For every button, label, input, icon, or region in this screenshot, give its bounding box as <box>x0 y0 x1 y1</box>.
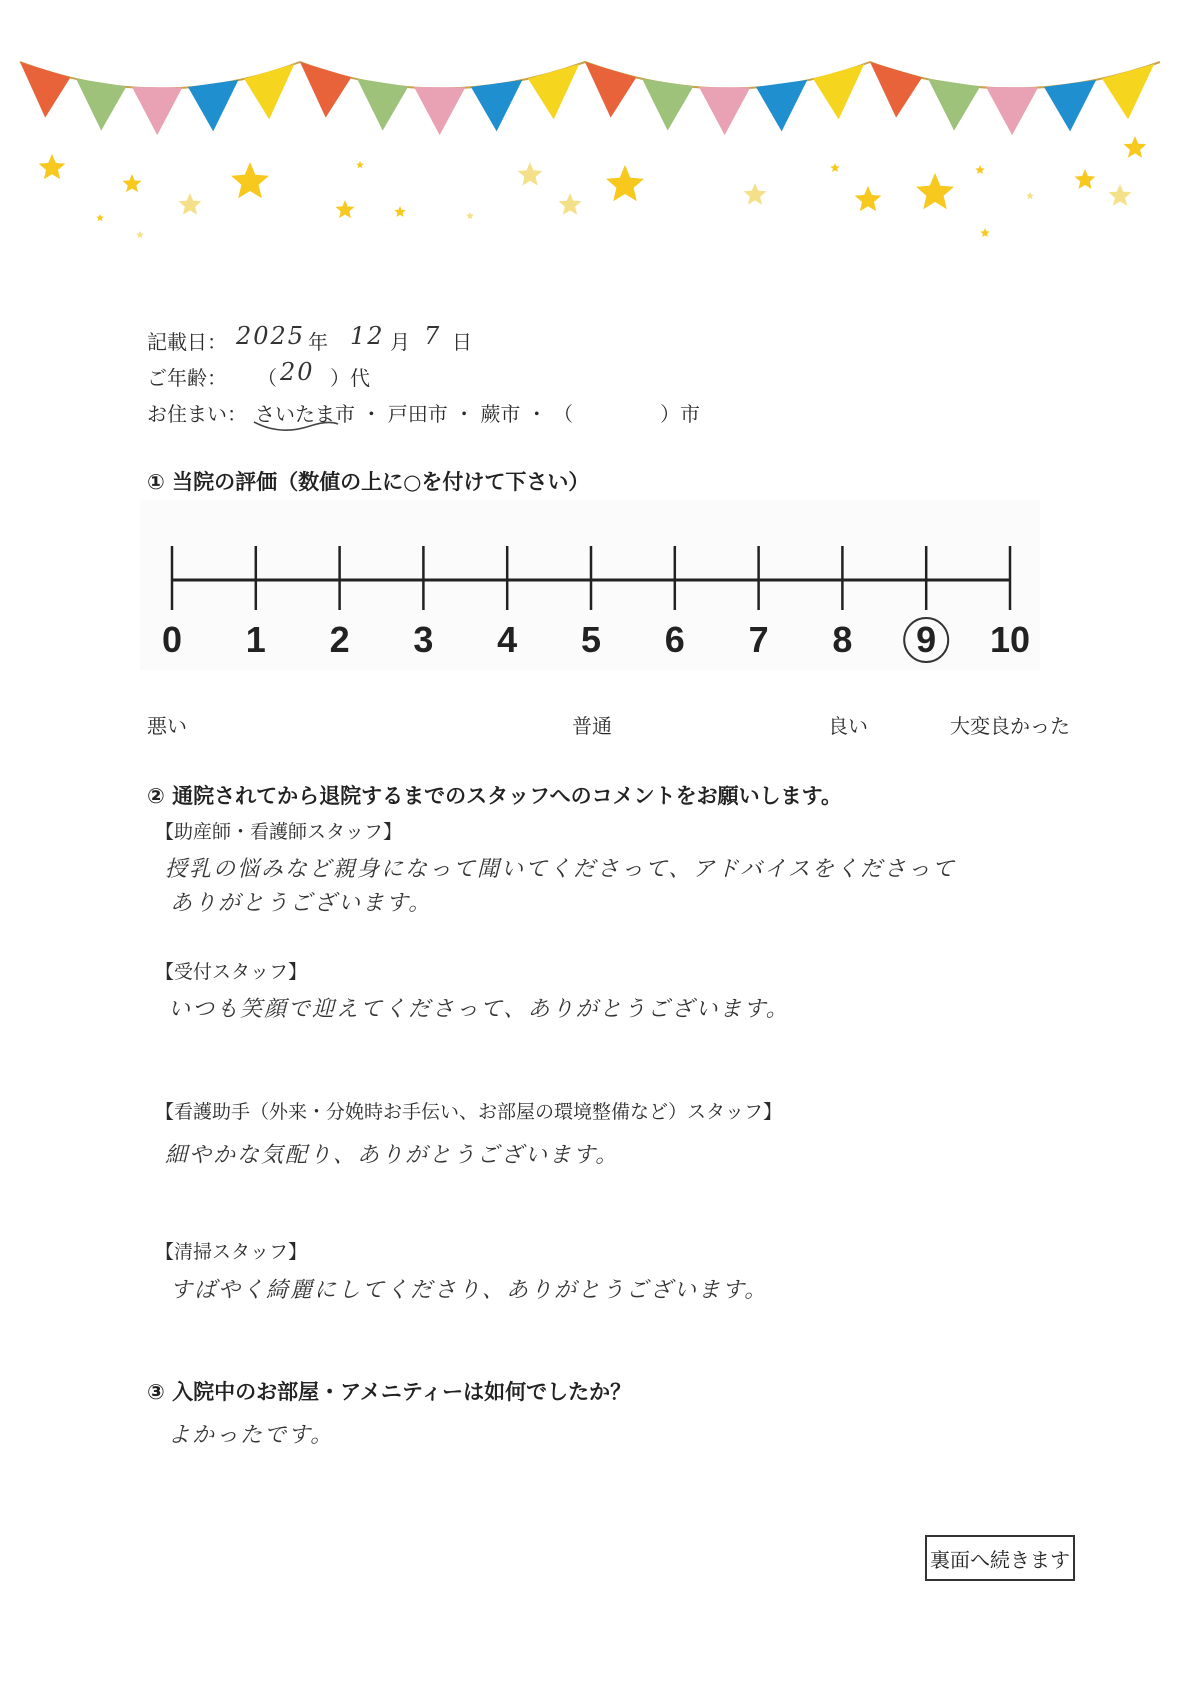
bunting-flag <box>699 87 750 135</box>
scale-number-10[interactable]: 10 <box>989 619 1031 660</box>
star-icon <box>518 162 543 186</box>
bunting-decoration <box>0 0 1191 250</box>
bunting-flag <box>585 62 636 118</box>
rating-scale <box>140 500 1040 670</box>
residence-label: お住まい： <box>147 402 247 426</box>
assistant-staff-label: 【看護助手（外来・分娩時お手伝い、お部屋の環境整備など）スタッフ】 <box>155 1101 783 1123</box>
midwife-comment-line1: 授乳の悩みなど親身になって聞いてくださって、アドバイスをくださって <box>165 857 956 882</box>
bunting-flag <box>870 62 922 118</box>
year-unit: 年 <box>308 330 328 354</box>
bunting-flag <box>928 79 980 131</box>
star-icon <box>96 214 104 221</box>
star-icon <box>975 165 985 174</box>
label-very-good: 大変良かった <box>950 714 1070 738</box>
bunting-flag <box>756 80 807 132</box>
q3-comment: よかったです。 <box>168 1423 335 1448</box>
age-close: ）代 <box>330 366 370 390</box>
star-icon <box>466 212 474 219</box>
residence-options: さいたま市 ・ 戸田市 ・ 蕨市 ・ （ <box>255 402 574 426</box>
reception-staff-label: 【受付スタッフ】 <box>155 961 308 983</box>
label-normal: 普通 <box>572 714 612 738</box>
scale-number-1[interactable]: 1 <box>245 619 266 660</box>
star-icon <box>916 173 954 209</box>
continue-on-back-label: 裏面へ続きます <box>930 1547 1070 1572</box>
cleaning-comment: すばやく綺麗にしてくださり、ありがとうございます。 <box>170 1278 769 1303</box>
bunting-flag <box>471 80 522 132</box>
age-value: 20 <box>280 358 315 386</box>
star-icon <box>394 206 405 217</box>
bunting-flag <box>244 64 294 119</box>
day-unit: 日 <box>452 330 472 354</box>
star-icon <box>1124 136 1147 158</box>
star-icon <box>1075 169 1096 189</box>
bunting-flag <box>986 87 1038 135</box>
star-icon <box>1026 192 1034 199</box>
date-year-value: 2025 <box>236 322 306 350</box>
continue-on-back-box <box>925 1535 1075 1581</box>
label-good: 良い <box>828 714 868 738</box>
midwife-comment-line2: ありがとうございます。 <box>170 891 433 916</box>
month-unit: 月 <box>390 330 410 354</box>
star-icon <box>136 231 144 238</box>
scale-number-0[interactable]: 0 <box>161 619 183 660</box>
q2-title: ② 通院されてから退院するまでのスタッフへのコメントをお願いします。 <box>147 784 842 808</box>
bunting-flag <box>642 79 693 131</box>
date-month-value: 12 <box>350 322 385 350</box>
scale-number-5[interactable]: 5 <box>580 619 602 660</box>
midwife-staff-label: 【助産師・看護師スタッフ】 <box>155 821 403 843</box>
scale-number-9[interactable]: 9 <box>916 619 937 660</box>
bunting-flag <box>132 87 182 135</box>
star-icon <box>123 174 142 192</box>
bunting-flag <box>1044 80 1096 132</box>
scale-number-6[interactable]: 6 <box>664 619 685 660</box>
reception-comment: いつも笑顔で迎えてくださって、ありがとうございます。 <box>168 997 790 1022</box>
age-open-paren: （ <box>257 366 277 390</box>
bunting-flag <box>76 79 126 131</box>
star-icon <box>1109 184 1132 206</box>
age-label: ご年齢： <box>147 366 227 390</box>
bunting-flag <box>188 80 238 132</box>
q1-title: ① 当院の評価（数値の上に○を付けて下さい） <box>147 470 590 494</box>
residence-other-close: ）市 <box>660 402 700 426</box>
bunting-flag <box>357 79 408 131</box>
bunting-flag <box>20 62 70 118</box>
scale-number-3[interactable]: 3 <box>413 619 434 660</box>
star-icon <box>744 183 767 205</box>
bunting-flag <box>414 87 465 135</box>
star-icon <box>855 186 882 211</box>
bunting-flag <box>1102 64 1154 119</box>
star-icon <box>830 163 840 172</box>
scale-number-7[interactable]: 7 <box>748 619 769 660</box>
star-icon <box>231 162 269 198</box>
scale-number-2[interactable]: 2 <box>329 619 350 660</box>
q3-title: ③ 入院中のお部屋・アメニティーは如何でしたか？ <box>147 1380 632 1404</box>
scale-number-8[interactable]: 8 <box>832 619 853 660</box>
cleaning-staff-label: 【清掃スタッフ】 <box>155 1241 308 1263</box>
bunting-flag <box>813 64 864 119</box>
star-icon <box>39 154 66 179</box>
star-icon <box>179 193 202 215</box>
bunting-flag <box>300 62 351 118</box>
date-day-value: 7 <box>424 322 442 350</box>
residence-selection-mark <box>250 398 350 434</box>
date-label: 記載日： <box>147 330 227 354</box>
bunting-flag <box>528 64 579 119</box>
scale-number-4[interactable]: 4 <box>497 619 518 660</box>
star-icon <box>980 228 990 237</box>
label-bad: 悪い <box>147 714 187 738</box>
star-icon <box>606 165 644 201</box>
star-icon <box>336 200 355 218</box>
assistant-comment: 細やかな気配り、ありがとうございます。 <box>165 1143 620 1168</box>
star-icon <box>559 193 582 215</box>
star-icon <box>356 161 364 168</box>
